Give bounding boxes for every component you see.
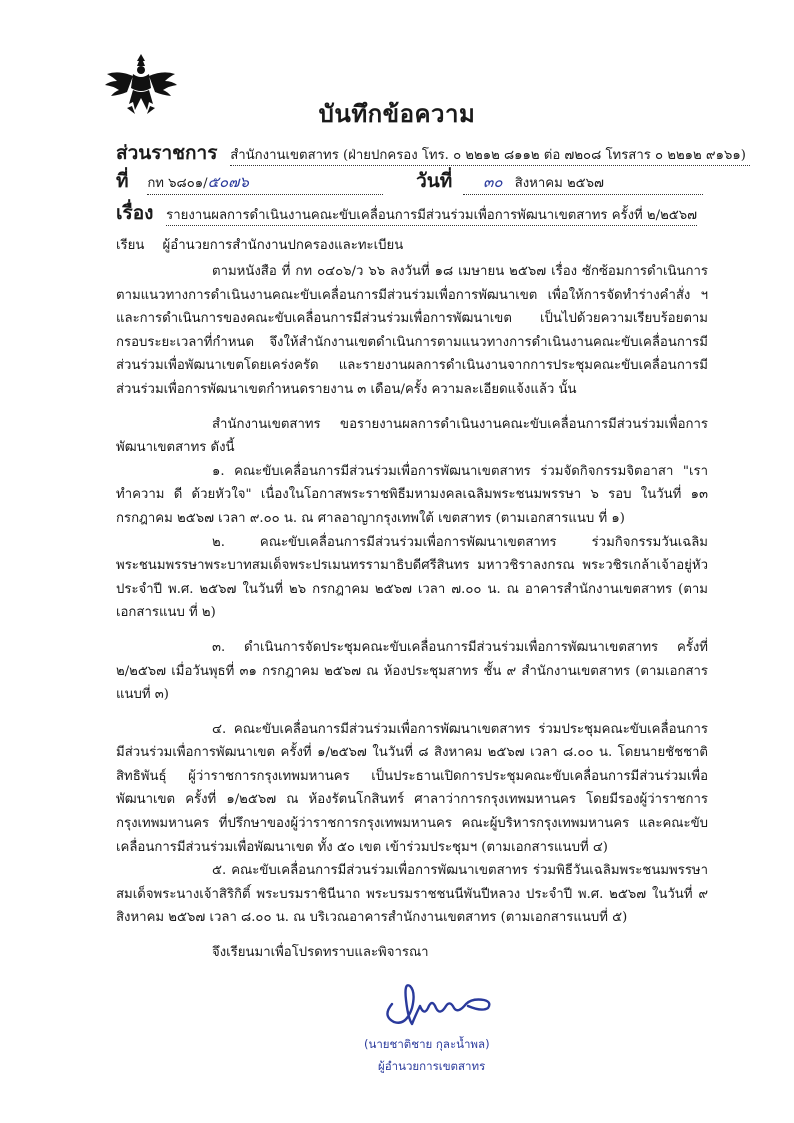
subject-row	[116, 198, 697, 228]
paragraph-report-intro: สำนักงานเขตสาทร ขอรายงานผลการดำเนินงานคณะขับเคลื่อนการมีส่วนร่วมเพื่อการพัฒนาเขตสาทร ดังนี้	[116, 416, 708, 456]
report-item-3: ๓. ดำเนินการจัดประชุมคณะขับเคลื่อนการมีส่วนร่วมเพื่อการพัฒนาเขตสาทร ครั้งที่ ๒/๒๕๖๗ เมื่อวันพุธที่ ๓๑ กรกฎาคม ๒๕๖๗ ณ ห้องประชุมสาทร ชั้น ๙ สำนักงานเขตสาทร (ตามเอกสารแนบที่ ๓)	[116, 639, 708, 703]
ref-number-handwritten: ๕๐๗๖	[207, 173, 249, 191]
memo-body	[116, 260, 708, 965]
date-rest: สิงหาคม ๒๕๖๗	[514, 176, 604, 191]
agency-row	[116, 138, 750, 168]
handwritten-signature-icon	[376, 978, 516, 1036]
date-field	[463, 170, 703, 195]
memo-title: บันทึกข้อความ	[318, 99, 476, 128]
salutation-label: เรียน	[116, 238, 145, 253]
ref-prefix: กท ๖๘๐๑/	[147, 176, 208, 191]
closing-line: จึงเรียนมาเพื่อโปรดทราบและพิจารณา	[212, 945, 429, 961]
paragraph-reference: ตามหนังสือ ที่ กท ๐๔๐๖/ว ๖๖ ลงวันที่ ๑๘ เมษายน ๒๕๖๗ เรื่อง ซักซ้อมการดำเนินการตามแนวทางการดำเนินงานคณะขับเคลื่อนการมีส่วนร่วมเพื่อการพัฒนาเขต เพื่อให้การจัดทำร่างคำสั่ง ฯ และการดำเนินการของคณะขับเคลื่อนการมีส่วนร่วมเพื่อการพัฒนาเขต เป็นไปด้วยความเรียบร้อยตามกรอบระยะเวลาที่กำหนด จึงให้สำนักงานเขตดำเนินการตามแนวทางการดำเนินงานคณะขับเคลื่อนการมีส่วนร่วมเพื่อพัฒนาเขตโดยเคร่งครัด และรายงานผลการดำเนินงานจากการประชุมคณะขับเคลื่อนการมีส่วนร่วมเพื่อการพัฒนาเขตกำหนดรายงาน ๓ เดือน/ครั้ง ความละเอียดแจ้งแล้ว นั้น	[116, 264, 708, 397]
reference-row	[116, 166, 708, 196]
agency-value: สำนักงานเขตสาทร (ฝ่ายปกครอง โทร. ๐ ๒๒๑๒ ๘๑๑๒ ต่อ ๗๒๐๘ โทรสาร ๐ ๒๒๑๒ ๙๑๖๑)	[230, 144, 750, 166]
signatory-name: (นายชาติชาย กุละน้ำพล)	[364, 1037, 490, 1051]
ref-label: ที่	[116, 170, 129, 192]
subject-value: รายงานผลการดำเนินงานคณะขับเคลื่อนการมีส่วนร่วมเพื่อการพัฒนาเขตสาทร ครั้งที่ ๒/๒๕๖๗	[166, 204, 697, 226]
salutation-recipient: ผู้อำนวยการสำนักงานปกครองและทะเบียน	[162, 238, 404, 253]
report-item-5: ๕. คณะขับเคลื่อนการมีส่วนร่วมเพื่อการพัฒนาเขตสาทร ร่วมพิธีวันเฉลิมพระชนมพรรษาสมเด็จพระนางเจ้าสิริกิติ์ พระบรมราชินีนาถ พระบรมราชชนนีพันปีหลวง ประจำปี พ.ศ. ๒๕๖๗ ในวันที่ ๙ สิงหาคม ๒๕๖๗ เวลา ๘.๐๐ น. ณ บริเวณอาคารสำนักงานเขตสาทร (ตามเอกสารแนบที่ ๕)	[116, 863, 708, 926]
subject-label: เรื่อง	[116, 202, 154, 224]
report-item-1: ๑. คณะขับเคลื่อนการมีส่วนร่วมเพื่อการพัฒนาเขตสาทร ร่วมจัดกิจกรรมจิตอาสา "เราทำความ ดี ด้วยหัวใจ" เนื่องในโอกาสพระราชพิธีมหามงคลเฉลิมพระชนมพรรษา ๖ รอบ ในวันที่ ๑๓ กรกฎาคม ๒๕๖๗ เวลา ๙.๐๐ น. ณ ศาลอาญากรุงเทพใต้ เขตสาทร (ตามเอกสารแนบ ที่ ๑)	[116, 463, 708, 526]
report-item-2: ๒. คณะขับเคลื่อนการมีส่วนร่วมเพื่อการพัฒนาเขตสาทร ร่วมกิจกรรมวันเฉลิมพระชนมพรรษาพระบาทสมเด็จพระปรเมนทรรามาธิบดีศรีสินทร มหาวชิราลงกรณ พระวชิรเกล้าเจ้าอยู่หัว ประจำปี พ.ศ. ๒๕๖๗ ในวันที่ ๒๖ กรกฎาคม ๒๕๖๗ เวลา ๗.๐๐ น. ณ อาคารสำนักงานเขตสาทร (ตามเอกสารแนบ ที่ ๒)	[116, 534, 708, 621]
report-item-4: ๔. คณะขับเคลื่อนการมีส่วนร่วมเพื่อการพัฒนาเขตสาทร ร่วมประชุมคณะขับเคลื่อนการมีส่วนร่วมเพื่อการพัฒนาเขต ครั้งที่ ๑/๒๕๖๗ ในวันที่ ๘ สิงหาคม ๒๕๖๗ เวลา ๘.๐๐ น. โดยนายชัชชาติ สิทธิพันธุ์ ผู้ว่าราชการกรุงเทพมหานคร เป็นประธานเปิดการประชุมคณะขับเคลื่อนการมีส่วนร่วมเพื่อพัฒนาเขต ครั้งที่ ๑/๒๕๖๗ ณ ห้องรัตนโกสินทร์ ศาลาว่าการกรุงเทพมหานคร โดยมีรองผู้ว่าราชการกรุงเทพมหานคร ที่ปรึกษาของผู้ว่าราชการกรุงเทพมหานคร คณะผู้บริหารกรุงเทพมหานคร และคณะขับเคลื่อนการมีส่วนร่วมเพื่อพัฒนาเขต ทั้ง ๕๐ เขต เข้าร่วมประชุมฯ (ตามเอกสารแนบที่ ๔)	[116, 721, 708, 855]
agency-label: ส่วนราชการ	[116, 142, 218, 164]
date-label: วันที่	[416, 170, 453, 192]
ref-number-field	[147, 170, 383, 195]
date-day-handwritten: ๓๐	[483, 173, 503, 191]
signatory-position: ผู้อำนวยการเขตสาทร	[378, 1059, 486, 1073]
salutation	[116, 234, 403, 255]
